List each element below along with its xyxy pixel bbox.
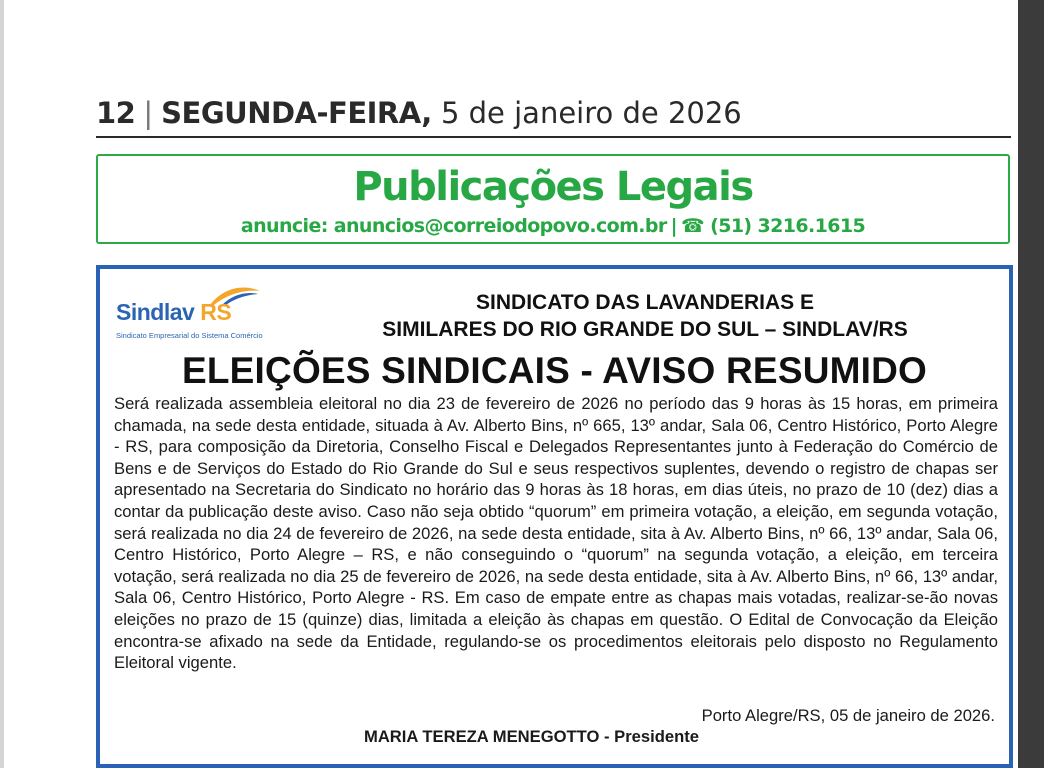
header-rule bbox=[96, 136, 1011, 138]
sindlav-logo bbox=[116, 285, 286, 345]
notice-place-date: Porto Alegre/RS, 05 de janeiro de 2026. bbox=[701, 706, 995, 725]
contact-separator: | bbox=[670, 215, 678, 237]
section-title: Publicações Legais bbox=[353, 164, 753, 210]
page-number: 12 bbox=[96, 96, 136, 130]
contact-email-link[interactable]: anuncie: anuncios@correiodopovo.com.br bbox=[240, 215, 667, 237]
logo-tagline: Sindicato Empresarial do Sistema Comércio bbox=[116, 331, 263, 340]
page-left-edge bbox=[0, 0, 4, 768]
organization-name-line-2: SIMILARES DO RIO GRANDE DO SUL – SINDLAV/RS bbox=[382, 318, 908, 341]
phone-icon: ☎ bbox=[681, 215, 705, 237]
page-header bbox=[96, 96, 742, 130]
logo-suffix: RS bbox=[200, 299, 232, 325]
organization-name bbox=[300, 289, 990, 343]
contact-phone: (51) 3216.1615 bbox=[710, 215, 866, 237]
logo-wordmark bbox=[116, 299, 231, 326]
legal-publications-banner bbox=[96, 154, 1010, 244]
election-notice bbox=[96, 265, 1013, 768]
notice-body: Será realizada assembleia eleitoral no dia 23 de fevereiro de 2026 no período das 9 horas às 15 horas, em primeira chamada, na sede desta entidade, situada à Av. Alberto Bins, nº 665, 13º andar, Sala 06, Centro Histórico, Porto Alegre - RS, para composição da Diretoria, Conselho Fiscal e Delegados Representantes junto à Federação do Comércio de Bens e de Serviços do Estado do Rio Grande do Sul e seus respectivos suplentes, devendo o registro de chapas ser apresentado na Secretaria do Sindicato no horário das 9 horas às 18 horas, em dias úteis, no prazo de 10 (dez) dias a contar da publicação deste aviso. Caso não seja obtido “quorum” em primeira votação, a eleição, em segunda votação, será realizada no dia 24 de fevereiro de 2026, na sede desta entidade, sita à Av. Alberto Bins, nº 66, 13º andar, Sala 06, Centro Histórico, Porto Alegre – RS, e não conseguindo o “quorum” na segunda votação, a eleição, em terceira votação, será realizada no dia 25 de fevereiro de 2026, na sede desta entidade, sita à Av. Alberto Bins, nº 66, 13º andar, Sala 06, Centro Histórico, Porto Alegre - RS. Em caso de empate entre as chapas mais votadas, realizar-se-ão novas eleições no prazo de 15 (quinze) dias, limitada a eleição às chapas em questão. O Edital de Convocação da Eleição encontra-se afixado na sede da Entidade, regulando-se os procedimentos eleitorais pelo disposto no Regulamento Eleitoral vigente. bbox=[114, 394, 998, 673]
page-right-edge bbox=[1018, 0, 1044, 768]
header-weekday: SEGUNDA-FEIRA, bbox=[161, 96, 432, 130]
header-date: 5 de janeiro de 2026 bbox=[440, 96, 742, 130]
notice-title: ELEIÇÕES SINDICAIS - AVISO RESUMIDO bbox=[181, 350, 928, 391]
header-separator: | bbox=[143, 96, 154, 130]
organization-name-line-1: SINDICATO DAS LAVANDERIAS E bbox=[476, 291, 814, 314]
section-contact bbox=[98, 214, 1008, 238]
logo-name: Sindlav bbox=[116, 299, 195, 325]
notice-signature: MARIA TEREZA MENEGOTTO - Presidente bbox=[364, 727, 699, 746]
